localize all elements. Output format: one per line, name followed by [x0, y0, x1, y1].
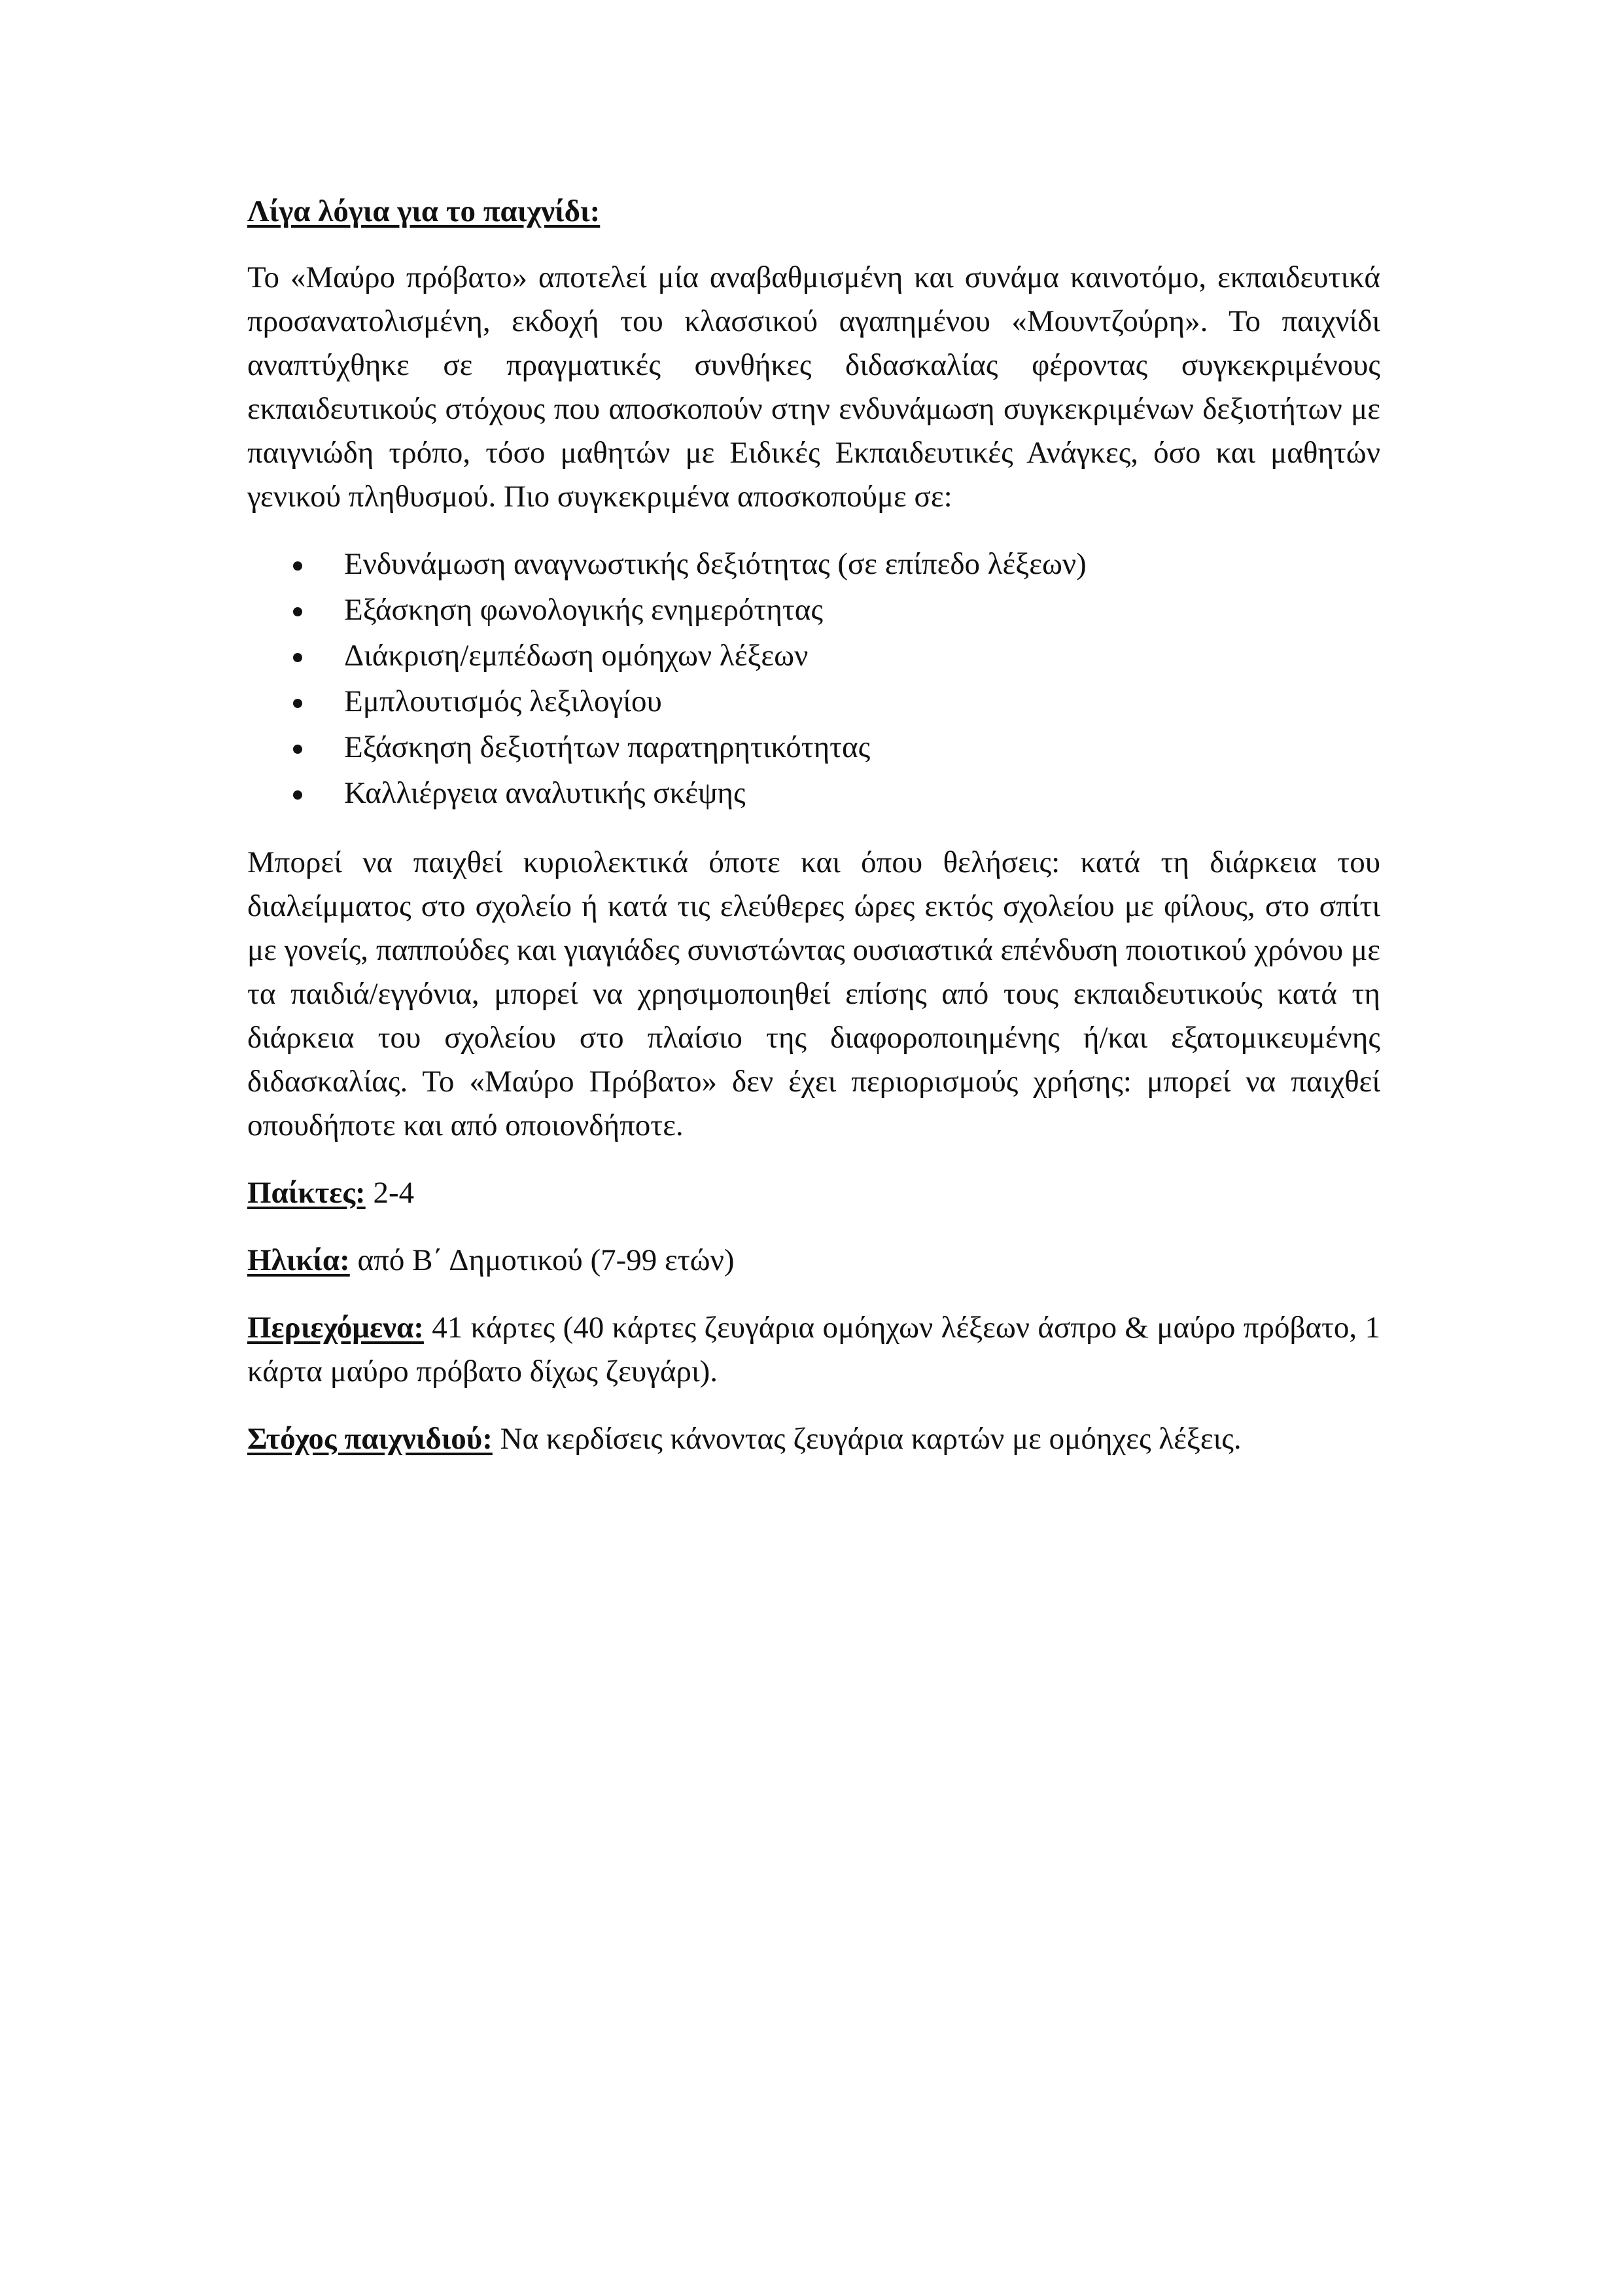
- document-page: [247, 190, 1380, 1485]
- goal-text: Εμπλουτισμός λεξιλογίου: [344, 684, 662, 718]
- goal-text: Καλλιέργεια αναλυτικής σκέψης: [344, 776, 746, 810]
- bullet-icon: [293, 607, 302, 616]
- contents-field: [247, 1306, 1380, 1394]
- goal-text: Διάκριση/εμπέδωση ομόηχων λέξεων: [344, 639, 809, 673]
- list-item: [247, 771, 1380, 817]
- goals-list: [247, 542, 1380, 817]
- players-field: [247, 1171, 1380, 1215]
- goal-text: Εξάσκηση φωνολογικής ενημερότητας: [344, 593, 823, 627]
- bullet-icon: [293, 745, 302, 754]
- intro-paragraph: Το «Μαύρο πρόβατο» αποτελεί μία αναβαθμισμένη και συνάμα καινοτόμο, εκπαιδευτικά προσανατολισμένη, εκδοχή του κλασσικού αγαπημένου «Μουντζούρη». Το παιχνίδι αναπτύχθηκε σε πραγματικές συνθήκες διδασκαλίας φέροντας συγκεκριμένους εκπαιδευτικούς στόχους που αποσκοπούν στην ενδυνάμωση συγκεκριμένων δεξιοτήτων με παιγνιώδη τρόπο, τόσο μαθητών με Ειδικές Εκπαιδευτικές Ανάγκες, όσο και μαθητών γενικού πληθυσμού. Πιο συγκεκριμένα αποσκοπούμε σε:: [247, 260, 1380, 514]
- usage-paragraph: Μπορεί να παιχθεί κυριολεκτικά όποτε και όπου θελήσεις: κατά τη διάρκεια του διαλείμματος στο σχολείο ή κατά τις ελεύθερες ώρες εκτός σχολείου με φίλους, στο σπίτι με γονείς, παππούδες και γιαγιάδες συνιστώντας ουσιαστικά επένδυση ποιοτικού χρόνου με τα παιδιά/εγγόνια, μπορεί να χρησιμοποιηθεί επίσης από τους εκπαιδευτικούς κατά τη διάρκεια του σχολείου στο πλαίσιο της διαφοροποιημένης ή/και εξατομικευμένης διδασκαλίας. Το «Μαύρο Πρόβατο» δεν έχει περιορισμούς χρήσης: μπορεί να παιχθεί οπουδήποτε και από οποιονδήποτε.: [247, 845, 1380, 1142]
- objective-label: Στόχος παιχνιδιού:: [247, 1422, 493, 1456]
- list-item: [247, 588, 1380, 634]
- age-field: [247, 1239, 1380, 1282]
- list-item: [247, 542, 1380, 588]
- goal-text: Εξάσκηση δεξιοτήτων παρατηρητικότητας: [344, 730, 871, 764]
- players-label: Παίκτες:: [247, 1176, 366, 1210]
- bullet-icon: [293, 653, 302, 662]
- age-label: Ηλικία:: [247, 1243, 350, 1277]
- list-item: [247, 726, 1380, 771]
- bullet-icon: [293, 699, 302, 708]
- list-item: [247, 634, 1380, 680]
- objective-field: [247, 1417, 1380, 1461]
- bullet-icon: [293, 790, 302, 800]
- contents-value: 41 κάρτες (40 κάρτες ζευγάρια ομόηχων λέξεων άσπρο & μαύρο πρόβατο, 1 κάρτα μαύρο πρόβατο δίχως ζευγάρι).: [247, 1311, 1380, 1388]
- objective-value: Να κερδίσεις κάνοντας ζευγάρια καρτών με ομόηχες λέξεις.: [492, 1422, 1242, 1456]
- contents-label: Περιεχόμενα:: [247, 1311, 424, 1345]
- goal-text: Ενδυνάμωση αναγνωστικής δεξιότητας (σε επίπεδο λέξεων): [344, 547, 1087, 581]
- list-item: [247, 680, 1380, 726]
- section-heading: Λίγα λόγια για το παιχνίδι:: [247, 194, 601, 228]
- bullet-icon: [293, 561, 302, 571]
- players-value: 2-4: [365, 1176, 415, 1210]
- age-value: από Β΄ Δημοτικού (7-99 ετών): [349, 1243, 735, 1277]
